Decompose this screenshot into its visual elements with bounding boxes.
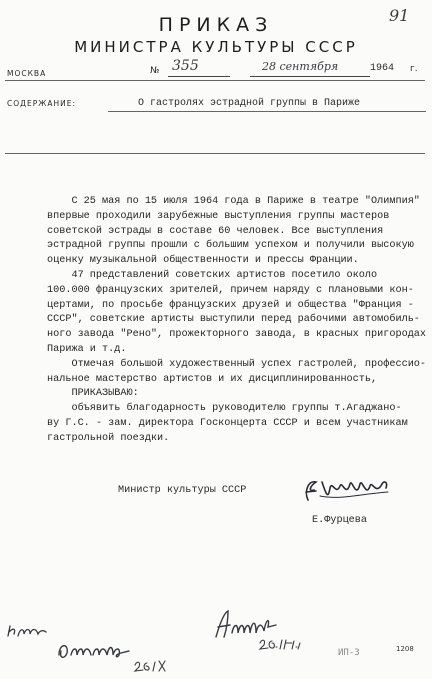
body-line: 100.000 французских зрителей, причем наряду с плановыми кон- [47,284,414,296]
body-line: Парижа и т.д. [47,343,127,355]
document-title: ПРИКАЗ [158,14,274,36]
body-line: цертами, по просьбе французских друзей и общества "Франция - [47,299,414,311]
body-line: ву Г.С. - зам. директора Госконцерта СССР и всем участникам [47,417,408,429]
body-line: нальное мастерство артистов и их дисциплинированность, [47,373,378,385]
header-divider [5,80,425,81]
handwritten-note-1 [4,620,49,645]
body-line: объявить благодарность руководителю группы т.Агаджано- [47,403,402,415]
page-number: 91 [389,6,410,25]
year-prefix: 1964 [370,63,395,74]
handwritten-note-2 [55,633,185,673]
subject-label: СОДЕРЖАНИЕ: [7,99,76,108]
date-underline [250,76,370,77]
body-line: С 25 мая по 15 июля 1964 года в Париже в театре "Олимпия" [47,196,420,207]
body-line: ПРИКАЗЫВАЮ: [47,388,139,400]
body-line: оценку музыкальной общественности и прессы Франции. [47,255,359,267]
order-number: 355 [172,58,199,74]
handwritten-note-3 [212,603,312,653]
signatory-title: Министр культуры СССР [118,485,247,496]
subject-divider [5,153,425,154]
body-line: эстрадной группы прошли с большим успехом и получили высокую [47,240,414,252]
body-line: гастрольной поездки. [47,432,170,444]
body-line: советской эстрады в составе 60 человек. Все выступления [47,225,384,237]
body-line: впервые проходили зарубежные выступления группы мастеров [47,210,390,222]
order-body [47,195,427,447]
signatory-name: Е.Фурцева [312,515,368,526]
subject-text: О гастролях эстрадной группы в Париже [138,98,361,109]
order-date: 28 сентября [262,60,339,73]
archive-stamp: ИП-3 [338,648,360,658]
document-subtitle: МИНИСТРА КУЛЬТУРЫ СССР [74,38,358,56]
body-line: 47 представлений советских артистов посетило около [47,269,378,281]
signature-scrawl [300,470,395,510]
city-label: МОСКВА [7,69,47,78]
body-line: Отмечая большой художественный успех гастролей, профессио- [47,358,427,370]
body-line: ного завода "Рено", прожекторного завода, в красных пригородах [47,329,427,341]
year-suffix: г. [410,64,418,74]
archive-code: 1208 [396,645,414,653]
number-label: № [150,66,160,76]
body-line: СССР", советские артисты выступили перед рабочими автомобиль- [47,314,420,326]
subject-underline [108,111,426,112]
number-underline [168,76,230,77]
